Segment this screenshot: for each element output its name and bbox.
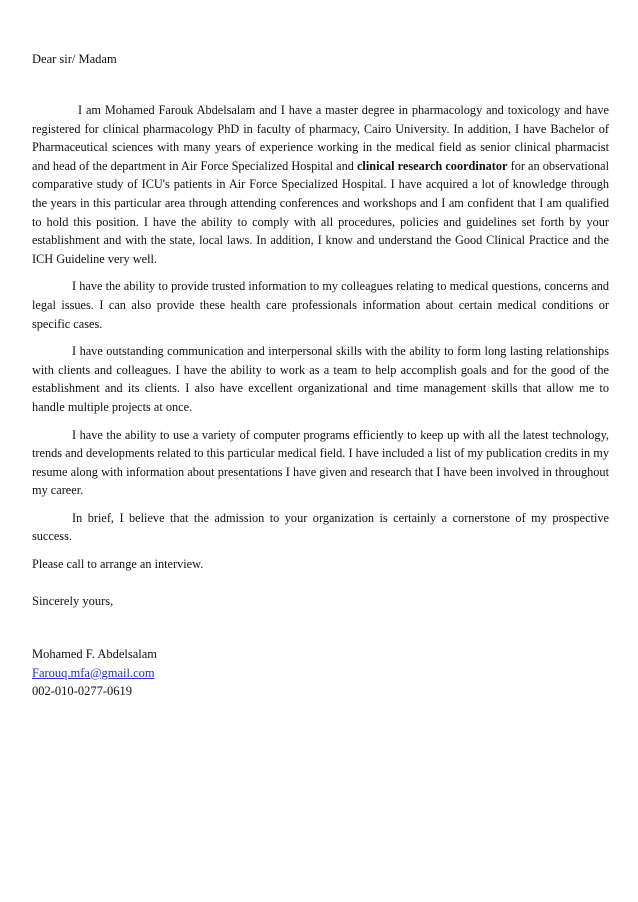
phone-number: 002-010-0277-0619 (32, 684, 132, 698)
paragraph-computer-skills: I have the ability to use a variety of computer programs efficiently to keep up with all the latest technology, trends and developments related to this particular medical field. I have included a list of my publication credits in my resume along with information about presentations I have given and research that I have been involved in throughout my career. (32, 427, 609, 498)
paragraph-conclusion: In brief, I believe that the admission to your organization is certainly a cornerstone of my prospective success. (32, 510, 609, 544)
email-link[interactable]: Farouq.mfa@gmail.com (32, 665, 155, 680)
paragraph-introduction-bold-role: clinical research coordinator (356, 158, 508, 173)
paragraph-information: I have the ability to provide trusted information to my colleagues relating to medical questions, concerns and legal issues. I can also provide these health care professionals information about certain medical conditions or specific cases. (32, 279, 609, 331)
closing: Sincerely yours, (32, 594, 114, 608)
paragraph-call-to-action: Please call to arrange an interview. (32, 557, 204, 572)
signature-block (32, 645, 157, 701)
salutation: Dear sir/ Madam (32, 52, 117, 66)
paragraph-introduction-part-1: I am Mohamed Farouk Abdelsalam and I have a master degree in pharmacology and toxicology and have registered for clinical pharmacology PhD in faculty of pharmacy, Cairo University. In addition, I have Bachelor of Pharmaceutical sciences with many years of experience working in the medical field as senior clinical pharmacist and head of the department in Air Force Specialized Hospital and (32, 103, 609, 173)
letter-body (32, 101, 609, 583)
paragraph-introduction (32, 101, 609, 268)
paragraph-communication: I have outstanding communication and interpersonal skills with the ability to form long lasting relationships with clients and colleagues. I have the ability to work as a team to help accomplish goals and for the good of the establishment and its clients. I also have excellent organizational and time management skills that allow me to handle multiple projects at once. (32, 344, 609, 414)
signature-name: Mohamed F. Abdelsalam (32, 647, 158, 661)
paragraph-introduction-part-2: for an observational comparative study of ICU's patients in Air Force Specialized Hospital. I have acquired a lot of knowledge through the years in this particular area through attending conferences and workshops and I am confident that I am qualified to hold this position. I have the ability to comply with all procedures, policies and guidelines set forth by your establishment and with the state, local laws. In addition, I know and understand the Good Clinical Practice and the ICH Guideline very well. (32, 158, 609, 266)
